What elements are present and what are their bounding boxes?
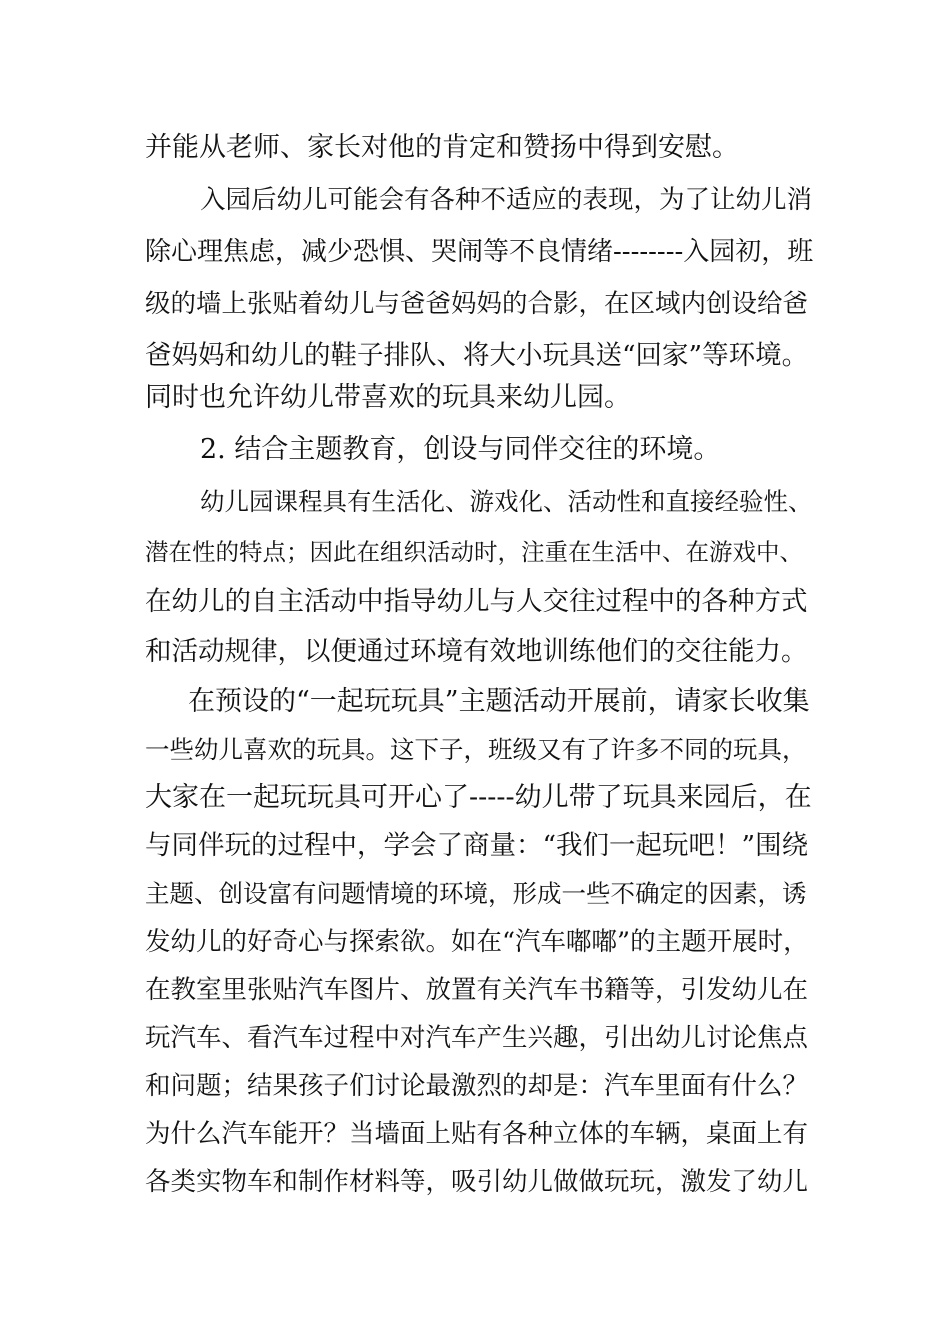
paragraph-start-line: 在预设的“一起玩玩具”主题活动开展前，请家长收集 xyxy=(188,686,810,717)
text-line: 和问题；结果孩子们讨论最激烈的却是：汽车里面有什么？ xyxy=(145,1071,809,1101)
text-line: 玩汽车、看汽车过程中对汽车产生兴趣，引出幼儿讨论焦点 xyxy=(145,1023,809,1053)
text-line: 与同伴玩的过程中，学会了商量：“我们一起玩吧！”围绕 xyxy=(145,830,809,861)
text-line: 同时也允许幼儿带喜欢的玩具来幼儿园。 xyxy=(145,382,631,413)
text-line: 大家在一起玩玩具可开心了-----幼儿带了玩具来园后，在 xyxy=(145,782,812,813)
text-line: 在教室里张贴汽车图片、放置有关汽车书籍等，引发幼儿在 xyxy=(145,975,809,1005)
text-line: 级的墙上张贴着幼儿与爸爸妈妈的合影，在区域内创设给爸 xyxy=(145,289,809,319)
text-line: 并能从老师、家长对他的肯定和赞扬中得到安慰。 xyxy=(145,132,739,163)
text-line: 潜在性的特点；因此在组织活动时，注重在生活中、在游戏中、 xyxy=(145,538,803,566)
section-heading: 2. 结合主题教育，创设与同伴交往的环境。 xyxy=(200,434,721,465)
text-line: 在幼儿的自主活动中指导幼儿与人交往过程中的各种方式 xyxy=(145,586,808,617)
text-line: 除心理焦虑，减少恐惧、哭闹等不良情绪--------入园初，班 xyxy=(145,237,814,267)
text-line: 发幼儿的好奇心与探索欲。如在“汽车嘟嘟”的主题开展时， xyxy=(145,927,809,957)
text-line: 一些幼儿喜欢的玩具。这下子，班级又有了许多不同的玩具， xyxy=(145,735,807,764)
text-line: 和活动规律，以便通过环境有效地训练他们的交往能力。 xyxy=(145,636,808,667)
text-line: 为什么汽车能开？当墙面上贴有各种立体的车辆，桌面上有 xyxy=(145,1119,809,1149)
text-line: 爸妈妈和幼儿的鞋子排队、将大小玩具送“回家”等环境。 xyxy=(145,340,809,371)
text-line: 各类实物车和制作材料等，吸引幼儿做做玩玩，激发了幼儿 xyxy=(145,1167,809,1197)
paragraph-start-line: 入园后幼儿可能会有各种不适应的表现，为了让幼儿消 xyxy=(200,185,813,215)
text-line: 主题、创设富有问题情境的环境，形成一些不确定的因素，诱 xyxy=(145,879,807,908)
paragraph-start-line: 幼儿园课程具有生活化、游戏化、活动性和直接经验性、 xyxy=(200,487,813,516)
